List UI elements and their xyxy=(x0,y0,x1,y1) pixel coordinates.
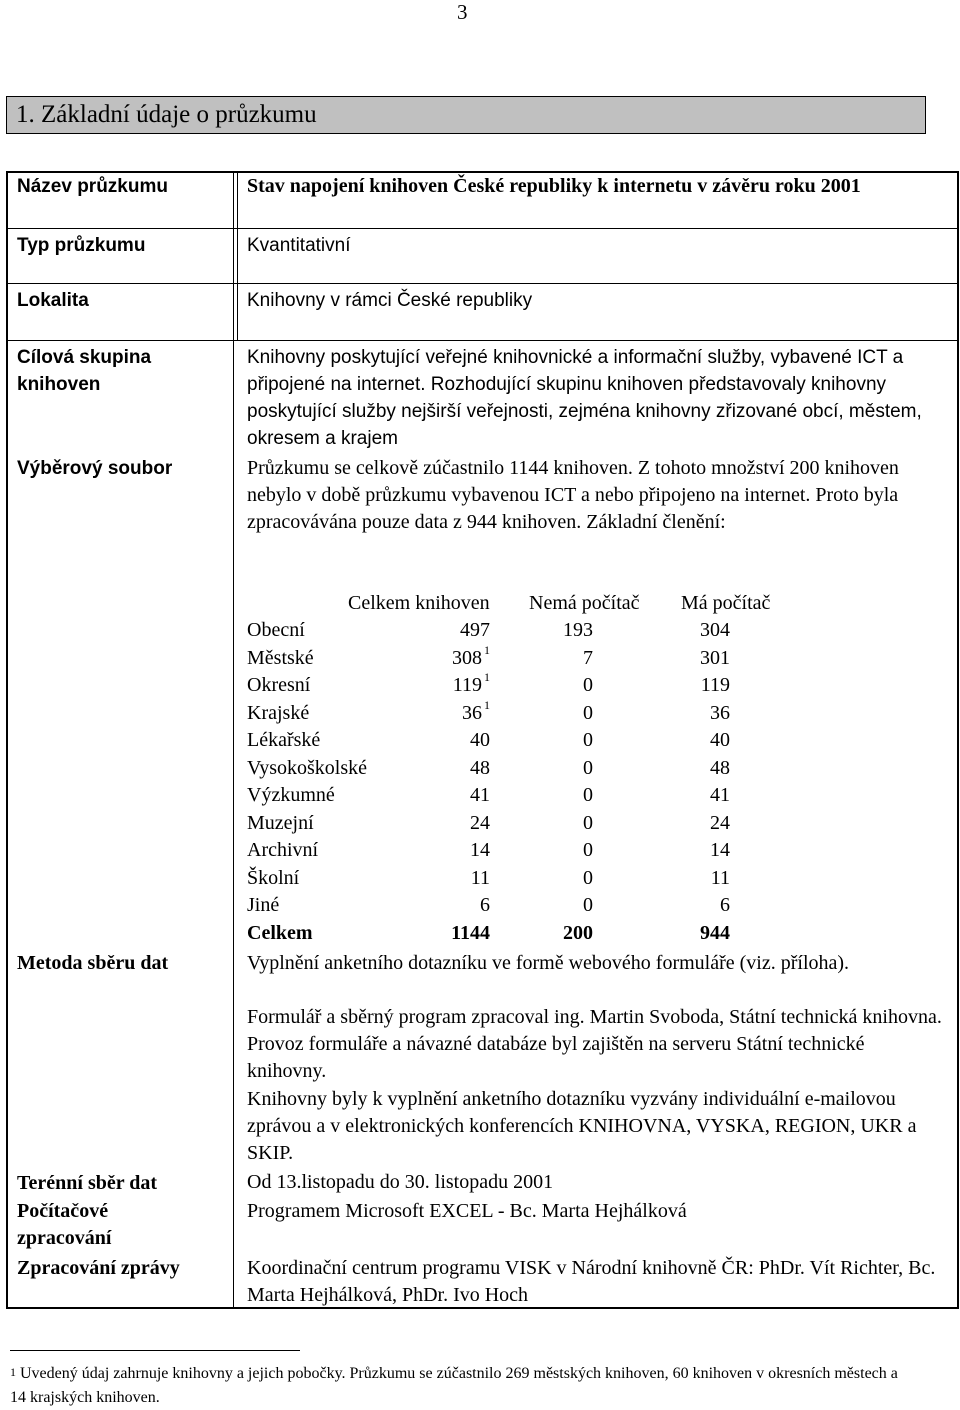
row-name: Vysokoškolské xyxy=(247,756,368,779)
row-name: Obecní xyxy=(247,619,305,641)
row-total: 6 xyxy=(480,894,490,916)
row-total-cell xyxy=(382,670,490,697)
row-name: Jiné xyxy=(247,894,280,916)
row-no-pc: 0 xyxy=(583,894,593,916)
row-pc: 24 xyxy=(710,811,730,834)
header-total: Celkem knihoven xyxy=(348,592,490,614)
row-no-pc: 0 xyxy=(583,866,593,889)
row-pc: 11 xyxy=(710,866,730,889)
label-survey-type: Typ průzkumu xyxy=(17,235,146,256)
footnote xyxy=(10,1362,910,1410)
row-total-cell xyxy=(382,697,490,725)
row-divider xyxy=(6,340,959,341)
row-pc: 304 xyxy=(700,619,730,641)
row-no-pc: 7 xyxy=(583,646,593,669)
row-total: 36 xyxy=(462,701,482,724)
row-total: 308 xyxy=(452,646,482,669)
row-total: 119 xyxy=(452,674,482,696)
row-name: Městské xyxy=(247,646,314,669)
row-name: Krajské xyxy=(247,701,310,724)
row-total-cell xyxy=(390,784,490,807)
target-group: Knihovny poskytující veřejné knihovnické a informační služby, vybavené ICT a připojené na internet. Rozhodující skupinu knihoven představovaly knihovny poskytující služby nejširší veřejnosti, zejména knihovny zřizované obcí, městem, okresem a krajem xyxy=(247,347,922,449)
row-pc: 119 xyxy=(700,674,730,696)
footnote-rule xyxy=(10,1350,300,1351)
row-no-pc: 193 xyxy=(563,619,593,641)
processing: Programem Microsoft EXCEL - Bc. Marta Hejhálková xyxy=(247,1200,687,1222)
row-total-footnote-marker: 1 xyxy=(484,670,490,684)
footnote-marker: 1 xyxy=(10,1365,16,1379)
row-no-pc: 0 xyxy=(583,729,593,751)
row-pc: 36 xyxy=(710,701,730,724)
label-report: Zpracování zprávy xyxy=(17,1257,180,1279)
row-name: Okresní xyxy=(247,674,311,696)
section-heading xyxy=(6,96,926,134)
row-total: 11 xyxy=(470,866,490,889)
row-no-pc: 0 xyxy=(583,701,593,724)
label-sample: Výběrový soubor xyxy=(17,458,173,479)
row-pc: 944 xyxy=(700,921,730,944)
row-pc: 41 xyxy=(710,784,730,806)
survey-type: Kvantitativní xyxy=(247,235,351,256)
method-line-1: Vyplnění anketního dotazníku ve formě webového formuláře (viz. příloha). xyxy=(247,952,850,974)
row-divider xyxy=(6,283,959,284)
row-total: 1144 xyxy=(451,921,490,944)
row-total-cell xyxy=(390,922,490,945)
row-total-cell xyxy=(390,619,490,642)
row-pc: 301 xyxy=(700,646,730,669)
method-line-3: Knihovny byly k vyplnění anketního dotazníku vyzvány individuální e-mailovou zprávou a v elektronických konferencích KNIHOVNA, VYSKA, REGION, UKR a SKIP. xyxy=(247,1088,917,1164)
row-name: Výzkumné xyxy=(247,784,335,806)
row-no-pc: 0 xyxy=(583,839,593,861)
row-total-cell xyxy=(390,839,490,862)
label-survey-name: Název průzkumu xyxy=(17,176,168,197)
row-total: 40 xyxy=(470,729,490,751)
method-line-2: Formulář a sběrný program zpracoval ing. Martin Svoboda, Státní technická knihovna. Provoz formuláře a návazné databáze byl zajištěn na serveru Státní technické knihovny. xyxy=(247,1006,942,1082)
section-title: 1. Základní údaje o průzkumu xyxy=(16,101,317,128)
row-name: Archivní xyxy=(247,839,319,861)
row-total: 497 xyxy=(460,619,490,641)
row-name: Muzejní xyxy=(247,811,314,834)
label-processing-line2: zpracování xyxy=(17,1227,112,1249)
location: Knihovny v rámci České republiky xyxy=(247,290,533,311)
label-method: Metoda sběru dat xyxy=(17,952,169,974)
label-location: Lokalita xyxy=(17,290,89,311)
header-pc: Má počítač xyxy=(681,592,771,614)
column-divider-2 xyxy=(237,171,238,341)
row-total: 14 xyxy=(470,839,490,861)
row-pc: 40 xyxy=(710,729,730,751)
footnote-text: Uvedený údaj zahrnuje knihovny a jejich pobočky. Průzkumu se zúčastnilo 269 městských knihoven, 60 knihoven v okresních městech a 14 krajských knihoven. xyxy=(10,1365,898,1406)
label-processing-line1: Počítačové xyxy=(17,1200,109,1222)
row-name: Lékařské xyxy=(247,729,321,751)
row-no-pc: 0 xyxy=(583,756,593,779)
row-total: 41 xyxy=(470,784,490,806)
row-total-cell xyxy=(390,894,490,917)
row-no-pc: 0 xyxy=(583,811,593,834)
report: Koordinační centrum programu VISK v Národní knihovně ČR: PhDr. Vít Richter, Bc. Marta Hejhálková, PhDr. Ivo Hoch xyxy=(247,1257,936,1306)
row-no-pc: 0 xyxy=(583,784,593,806)
row-no-pc: 0 xyxy=(583,674,593,696)
label-target-group-line2: knihoven xyxy=(17,374,101,395)
row-total-cell xyxy=(390,757,490,780)
column-divider xyxy=(233,171,234,1309)
row-divider xyxy=(6,228,959,229)
row-pc: 14 xyxy=(710,839,730,861)
label-target-group-line1: Cílová skupina xyxy=(17,347,152,368)
row-total-cell xyxy=(390,812,490,835)
row-total-footnote-marker: 1 xyxy=(484,697,490,712)
row-pc: 6 xyxy=(720,894,730,916)
page-number: 3 xyxy=(457,0,468,24)
row-total: 24 xyxy=(470,811,490,834)
header-no-pc: Nemá počítač xyxy=(529,592,640,614)
label-field-collection: Terénní sběr dat xyxy=(17,1172,158,1194)
row-total-cell xyxy=(390,867,490,890)
row-no-pc: 200 xyxy=(563,921,593,944)
row-name: Celkem xyxy=(247,921,313,944)
row-total-cell xyxy=(390,729,490,752)
row-total-footnote-marker: 1 xyxy=(484,642,490,657)
field-collection: Od 13.listopadu do 30. listopadu 2001 xyxy=(247,1171,554,1193)
sample-description: Průzkumu se celkově zúčastnilo 1144 knihoven. Z tohoto množství 200 knihoven nebylo v době průzkumu vybavenou ICT a nebo připojeno na internet. Proto byla zpracovávána pouze data z 944 knihoven. Základní členění: xyxy=(247,457,899,533)
survey-name: Stav napojení knihoven České republiky k internetu v závěru roku 2001 xyxy=(247,175,861,197)
row-name: Školní xyxy=(247,866,300,889)
row-total-cell xyxy=(382,642,490,670)
row-pc: 48 xyxy=(710,756,730,779)
row-total: 48 xyxy=(470,756,490,779)
